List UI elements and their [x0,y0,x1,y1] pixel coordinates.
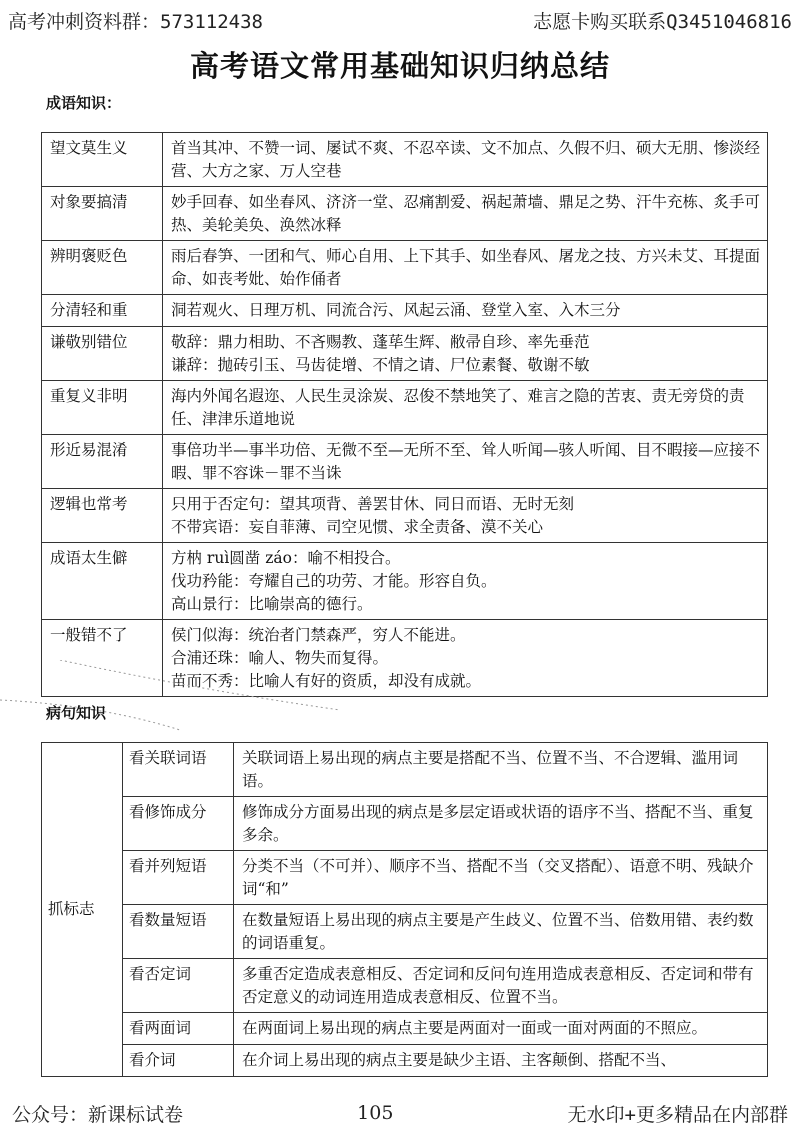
sentence-table [41,742,768,1077]
idiom-content [163,327,768,381]
sentence-row [42,905,768,959]
sentence-content: 多重否定造成表意相反、否定词和反问句连用造成表意相反、否定词和带有否定意义的动词连用造成表意相反、位置不当。 [234,959,768,1013]
sentence-subcategory: 看修饰成分 [123,797,234,851]
top-banner [8,4,792,36]
idiom-line: 雨后春笋、一团和气、师心自用、上下其手、如坐春风、屠龙之技、方兴未艾、耳提面命、如丧考妣、始作俑者 [171,247,761,288]
idiom-content [163,543,768,620]
idiom-category: 望文莫生义 [42,133,163,187]
sentence-subcategory: 看否定词 [123,959,234,1013]
idiom-category: 成语太生僻 [42,543,163,620]
idiom-category: 辨明褒贬色 [42,241,163,295]
sentence-content: 修饰成分方面易出现的病点是多层定语或状语的语序不当、搭配不当、重复多余。 [234,797,768,851]
idiom-content [163,620,768,697]
idiom-row [42,187,768,241]
idiom-section-heading: 成语知识： [46,94,122,112]
idiom-line: 谦辞：抛砖引玉、马齿徒增、不情之请、尸位素餐、敬谢不敏 [171,356,590,374]
idiom-row [42,327,768,381]
idiom-category: 重复义非明 [42,381,163,435]
idiom-row [42,381,768,435]
idiom-category: 谦敬别错位 [42,327,163,381]
bottom-banner [12,1098,788,1128]
idiom-row [42,543,768,620]
idiom-row [42,241,768,295]
idiom-content [163,187,768,241]
idiom-line: 首当其冲、不赞一词、屡试不爽、不忍卒读、文不加点、久假不归、硕大无朋、惨淡经营、大方之家、万人空巷 [171,139,761,180]
sentence-section-heading: 病句知识 [46,704,107,722]
idiom-line: 只用于否定句：望其项背、善罢甘休、同日而语、无时无刻 [171,495,575,513]
idiom-content [163,435,768,489]
idiom-category: 对象要搞清 [42,187,163,241]
idiom-line: 不带宾语：妄自菲薄、司空见惯、求全责备、漠不关心 [171,518,544,536]
sentence-content: 在数量短语上易出现的病点主要是产生歧义、位置不当、倍数用错、表约数的词语重复。 [234,905,768,959]
sentence-subcategory: 看两面词 [123,1013,234,1045]
idiom-category: 分清轻和重 [42,295,163,327]
sentence-content: 分类不当（不可并）、顺序不当、搭配不当（交叉搭配）、语意不明、残缺介词“和” [234,851,768,905]
idiom-category: 一般错不了 [42,620,163,697]
idiom-content [163,295,768,327]
idiom-line: 高山景行：比喻崇高的德行。 [171,595,373,613]
page-number: 105 [357,1102,394,1124]
sentence-row [42,1045,768,1077]
sentence-subcategory: 看数量短语 [123,905,234,959]
idiom-content [163,489,768,543]
footer-right: 无水印+更多精品在内部群 [567,1103,788,1126]
idiom-line: 妙手回春、如坐春风、济济一堂、忍痛割爱、祸起萧墙、鼎足之势、汗牛充栋、炙手可热、美轮美奂、涣然冰释 [171,193,761,234]
idiom-row [42,620,768,697]
top-banner-right: 志愿卡购买联系Q3451046816 [533,10,792,33]
idiom-table [41,132,768,697]
sentence-group-label: 抓标志 [42,743,123,1077]
idiom-line: 海内外闻名遐迩、人民生灵涂炭、忍俊不禁地笑了、难言之隐的苦衷、责无旁贷的责任、津津乐道地说 [171,387,745,428]
idiom-row [42,435,768,489]
sentence-content: 关联词语上易出现的病点主要是搭配不当、位置不当、不合逻辑、滥用词语。 [234,743,768,797]
idiom-content [163,241,768,295]
sentence-row [42,743,768,797]
idiom-line: 方枘 ruì圆凿 záo：喻不相投合。 [171,549,401,567]
sentence-subcategory: 看介词 [123,1045,234,1077]
sentence-row [42,959,768,1013]
top-banner-left: 高考冲刺资料群：573112438 [8,10,263,33]
idiom-category: 逻辑也常考 [42,489,163,543]
idiom-line: 敬辞：鼎力相助、不吝赐教、蓬荜生辉、敝帚自珍、率先垂范 [171,333,590,351]
idiom-row [42,489,768,543]
idiom-line: 合浦还珠：喻人、物失而复得。 [171,649,389,667]
idiom-content [163,381,768,435]
idiom-line: 洞若观火、日理万机、同流合污、风起云涌、登堂入室、入木三分 [171,301,621,319]
sentence-row [42,1013,768,1045]
page-title: 高考语文常用基础知识归纳总结 [189,49,610,83]
idiom-line: 事倍功半—事半功倍、无微不至—无所不至、耸人听闻—骇人听闻、目不暇接—应接不暇、罪不容诛－罪不当诛 [171,441,761,482]
idiom-line: 苗而不秀：比喻人有好的资质，却没有成就。 [171,672,482,690]
sentence-subcategory: 看关联词语 [123,743,234,797]
idiom-content [163,133,768,187]
sentence-row [42,851,768,905]
footer-left: 公众号：新课标试卷 [12,1103,184,1126]
sentence-content: 在两面词上易出现的病点主要是两面对一面或一面对两面的不照应。 [234,1013,768,1045]
sentence-content: 在介词上易出现的病点主要是缺少主语、主客颠倒、搭配不当、 [234,1045,768,1077]
idiom-row [42,295,768,327]
idiom-line: 伐功矜能：夸耀自己的功劳、才能。形容自负。 [171,572,497,590]
sentence-subcategory: 看并列短语 [123,851,234,905]
idiom-category: 形近易混淆 [42,435,163,489]
sentence-row [42,797,768,851]
idiom-line: 侯门似海：统治者门禁森严，穷人不能进。 [171,626,466,644]
idiom-row [42,133,768,187]
